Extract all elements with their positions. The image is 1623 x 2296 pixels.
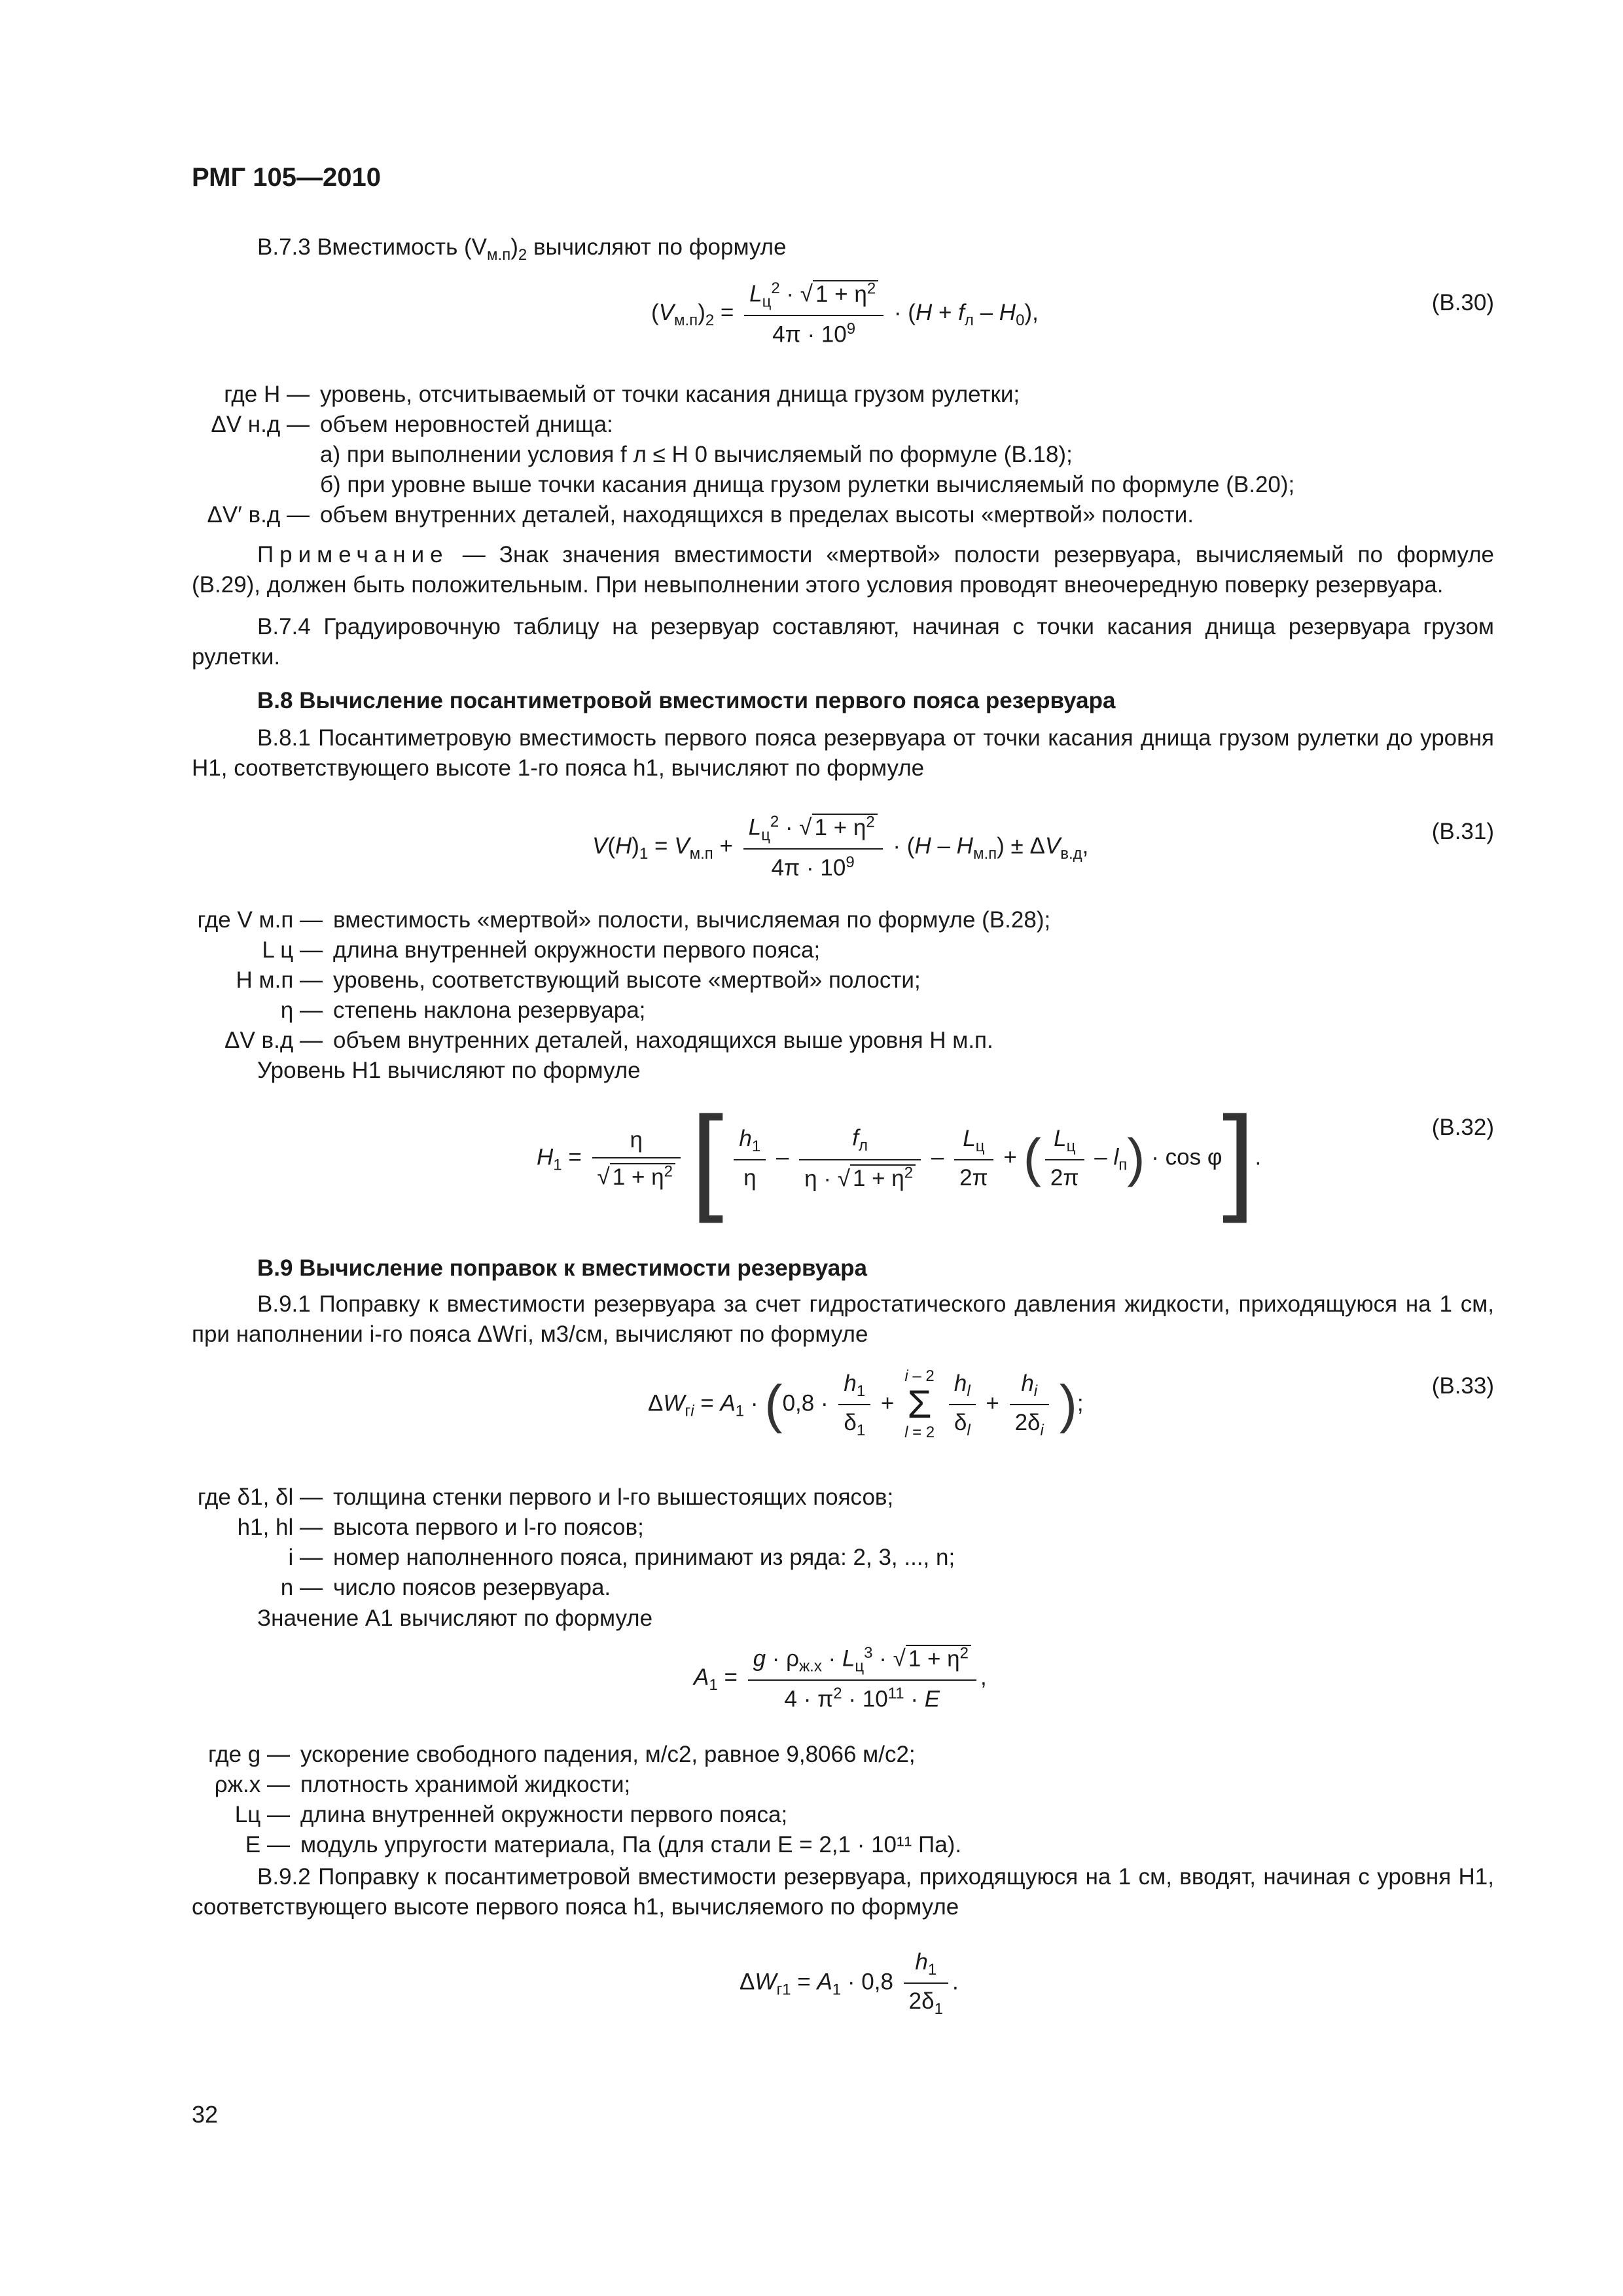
equation-number-b31: (В.31) (1431, 819, 1494, 844)
page-number: 32 (192, 2101, 219, 2128)
where-key: n — (280, 1575, 323, 1600)
where-key: ρж.х — (214, 1772, 290, 1797)
where-value: степень наклона резервуара; (333, 997, 646, 1023)
section-title-b8: В.8 Вычисление посантиметровой вместимости первого пояса резервуара (257, 688, 1116, 713)
where-key: ΔV в.д — (224, 1028, 323, 1053)
where-key (192, 470, 310, 500)
where-key: η — (280, 997, 323, 1023)
formula-b33: $\Delta W_{гi} = A_1 \cdot (0,8$ · $\frac{h_1}{\delta_1}$ + i – 2 Σ l = 2 $\frac{h_l}{\delta_l}$ + $\frac{h_i}{2\delta_i}$ ); (648, 1367, 1084, 1442)
where-key: где V м.п — (197, 907, 323, 933)
where-value: вместимость «мертвой» полости, вычисляемая по формуле (В.28); (333, 907, 1051, 933)
paragraph-b74: В.7.4 Градуировочную таблицу на резервуар составляют, начиная с точки касания днища резервуара грузом рулетки. (192, 614, 1494, 670)
note-paragraph (192, 540, 1494, 600)
formula-b31: $V(H)_1 = V_{м.п}$ + $\frac{L_ц^2 \cdot √ 1 + \eta^2}{4\pi \cdot 10^9}$ · $(H - H_{м.п}) \pm \Delta V_{в.д}$, (592, 813, 1089, 881)
formula-b30: $(V_{м.п})_2$ = $\frac{L_ц^2 \cdot √ 1 + \eta^2}{4\pi \cdot 10^9}$ · $(H + f_л - H_0)$, (651, 279, 1039, 348)
where-key (192, 440, 310, 470)
where-key: где g — (208, 1742, 290, 1767)
formula-a1: $A_1$ = $\frac{g \cdot \rho_{ж.х} \cdot L_ц^3 \cdot √ 1 + \eta^2}{4 \cdot \pi^2 \cdot 10^{11} \cdot E}$ , (694, 1644, 987, 1712)
where-value: уровень, отсчитываемый от точки касания днища грузом рулетки; (320, 382, 1020, 407)
where-value: толщина стенки первого и l-го вышестоящих поясов; (333, 1484, 894, 1510)
where-key: h1, hl — (237, 1515, 323, 1540)
where-key: где δ1, δl — (197, 1484, 323, 1510)
where-value: б) при уровне выше точки касания днища грузом рулетки вычисляемый по формуле (В.20); (320, 472, 1295, 497)
where-key: i — (288, 1545, 323, 1570)
h1-intro: Уровень H1 вычисляют по формуле (257, 1058, 641, 1083)
where-value: длина внутренней окружности первого пояса; (300, 1802, 788, 1827)
where-key: ΔV′ в.д — (207, 502, 310, 528)
paragraph-b92: В.9.2 Поправку к посантиметровой вместимости резервуара, приходящуюся на 1 см, вводят, начиная с уровня H1, соответствующего высоте первого пояса h1, вычисляемого по формуле (192, 1864, 1494, 1920)
where-value: объем внутренних деталей, находящихся выше уровня H м.п. (333, 1028, 993, 1053)
where-key: H м.п — (236, 967, 323, 993)
formula-b92: $\Delta W_{г1} = A_1 \cdot 0,8$ $\frac{h_1}{2\delta_1}$ . (740, 1947, 959, 2019)
a1-intro: Значение A1 вычисляют по формуле (257, 1605, 653, 1631)
where-key: где H — (224, 382, 310, 407)
where-value: плотность хранимой жидкости; (300, 1772, 631, 1797)
paragraph-b91: В.9.1 Поправку к вместимости резервуара за счет гидростатического давления жидкости, приходящуюся на 1 см, при наполнении i-го пояса ΔWгi, м3/см, вычисляют по формуле (192, 1291, 1494, 1347)
where-value: уровень, соответствующий высоте «мертвой» полости; (333, 967, 921, 993)
equation-number-b32: (В.32) (1431, 1115, 1494, 1140)
where-value: номер наполненного пояса, принимают из ряда: 2, 3, ..., n; (333, 1545, 955, 1570)
where-value: высота первого и l-го поясов; (333, 1515, 644, 1540)
where-key: ΔV н.д — (211, 412, 310, 437)
equation-number-b30: (В.30) (1431, 290, 1494, 315)
formula-b32: $H_1$ = $\frac{\eta}{√ 1 + \eta^2}$ [ $\frac{h_1}{\eta}$ – $\frac{f_л}{\eta \cdot √ 1 + \eta^2}$ – $\frac{L_ц}{2\pi}$ + ( $\frac{L_ц}{2\pi}$ – $l_п) \cdot \cos \varphi$]. (537, 1092, 1262, 1224)
where-key: L ц — (262, 937, 323, 963)
where-value: объем внутренних деталей, находящихся в пределах высоты «мертвой» полости. (320, 502, 1194, 528)
equation-number-b33: (В.33) (1431, 1373, 1494, 1399)
where-value: длина внутренней окружности первого пояса; (333, 937, 821, 963)
note-label: Примечание (257, 542, 449, 567)
document-header: РМГ 105—2010 (192, 163, 381, 192)
where-value: а) при выполнении условия f л ≤ H 0 вычисляемый по формуле (В.18); (320, 442, 1073, 467)
where-key: Lц — (234, 1802, 290, 1827)
paragraph-b73: В.7.3 Вместимость $(V_{м.п})_2$ вычисляют по формуле (257, 234, 787, 264)
where-value: ускорение свободного падения, м/с2, равное 9,8066 м/с2; (300, 1742, 916, 1767)
note-text: — Знак значения вместимости «мертвой» полости резервуара, вычисляемый по формуле (В.29), должен быть положительным. При невыполнении этого условия проводят внеочередную поверку резервуара. (192, 542, 1494, 598)
paragraph-b81: В.8.1 Посантиметровую вместимость первого пояса резервуара от точки касания днища грузом рулетки до уровня H1, соответствующего высоте 1-го пояса h1, вычисляют по формуле (192, 725, 1494, 781)
where-value: число поясов резервуара. (333, 1575, 611, 1600)
where-value: модуль упругости материала, Па (для стали E = 2,1 · 10¹¹ Па). (300, 1832, 962, 1857)
where-value: объем неровностей днища: (320, 412, 613, 437)
where-key: E — (245, 1832, 290, 1857)
section-title-b9: В.9 Вычисление поправок к вместимости резервуара (257, 1255, 868, 1281)
